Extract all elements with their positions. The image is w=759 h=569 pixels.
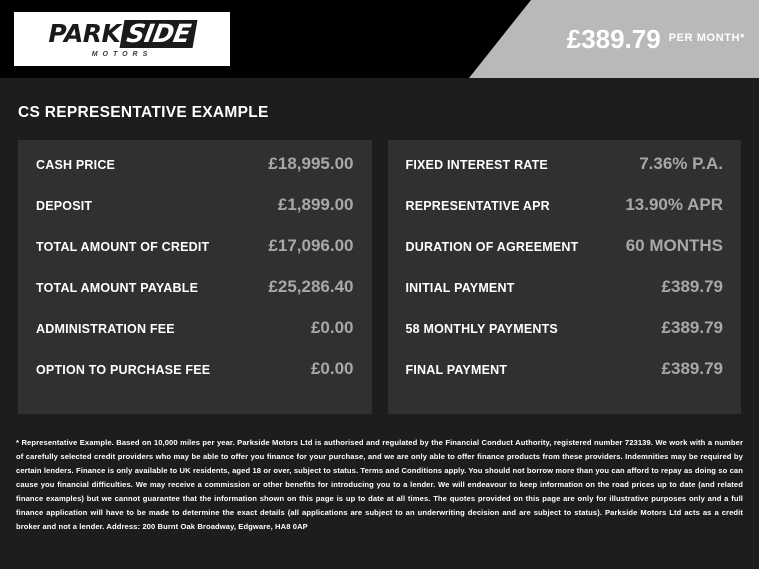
row-value: £18,995.00 [268, 154, 354, 173]
row-label: TOTAL AMOUNT OF CREDIT [36, 240, 210, 254]
row-label: TOTAL AMOUNT PAYABLE [36, 281, 199, 295]
row-value: 13.90% APR [625, 195, 723, 214]
table-row [36, 195, 354, 236]
row-value: 60 MONTHS [625, 236, 723, 255]
parkside-motors-logo [14, 12, 230, 66]
row-label: FIXED INTEREST RATE [405, 158, 548, 172]
table-row [406, 195, 724, 236]
row-value: £389.79 [661, 318, 723, 337]
row-label: CASH PRICE [36, 158, 116, 172]
logo-word-park: PARK [48, 19, 121, 48]
table-row [406, 359, 724, 400]
monthly-price-suffix: PER MONTH* [668, 32, 745, 44]
page-header [0, 0, 759, 78]
row-label: ADMINISTRATION FEE [36, 322, 175, 336]
row-label: 58 MONTHLY PAYMENTS [405, 322, 558, 336]
right-details-panel [388, 140, 742, 414]
logo-subtitle: MOTORS [91, 51, 153, 58]
row-value: £389.79 [661, 277, 723, 296]
table-row [406, 277, 724, 318]
table-row [406, 318, 724, 359]
monthly-price-value: £389.79 [566, 24, 661, 54]
left-details-panel [18, 140, 372, 414]
row-value: £0.00 [310, 318, 354, 337]
row-value: £389.79 [661, 359, 723, 378]
row-label: OPTION TO PURCHASE FEE [36, 363, 211, 377]
row-value: £17,096.00 [268, 236, 354, 255]
table-row [36, 154, 354, 195]
table-row [36, 359, 354, 400]
table-row [406, 236, 724, 277]
monthly-price-block [567, 0, 745, 78]
row-value: £1,899.00 [277, 195, 354, 214]
row-label: FINAL PAYMENT [405, 363, 508, 377]
row-label: REPRESENTATIVE APR [405, 199, 550, 213]
row-label: DEPOSIT [36, 199, 93, 213]
row-label: INITIAL PAYMENT [405, 281, 515, 295]
disclaimer-text: * Representative Example. Based on 10,000 miles per year. Parkside Motors Ltd is authorised and regulated by the Financial Conduct Authority, registered number 723139. We work with a number of carefully selected credit providers who may be able to offer you finance for your purchase, and we are only able to offer finance products from these providers. Indemnities may be required by certain lenders. Finance is only available to UK residents, aged 18 or over, subject to status. Terms and Conditions apply. You should not borrow more than you can afford to repay as doing so can cause you financial difficulties. We may receive a commission or other benefits for introducing you to a lender. We will endeavour to keep information on the road prices up to date (and related finance examples) but we cannot guarantee that the information shown on this page is up to date at all times. The quotes provided on this page are only for illustrative purposes only and a full finance application will have to be made to determine the exact details (all applications are subject to an underwriting decision and are subject to status). Parkside Motors Ltd acts as a credit broker and not a lender. Address: 200 Burnt Oak Broadway, Edgware, HA8 0AP [16, 438, 743, 532]
row-value: 7.36% P.A. [639, 154, 723, 173]
logo-wordmark [48, 20, 195, 48]
table-row [36, 236, 354, 277]
row-label: DURATION OF AGREEMENT [405, 240, 579, 254]
finance-details-panels [0, 122, 759, 414]
row-value: £25,286.40 [268, 277, 354, 296]
page-title: CS REPRESENTATIVE EXAMPLE [18, 104, 269, 121]
table-row [36, 318, 354, 359]
logo-word-side: SIDE [120, 20, 198, 48]
table-row [36, 277, 354, 318]
row-value: £0.00 [310, 359, 354, 378]
table-row [406, 154, 724, 195]
